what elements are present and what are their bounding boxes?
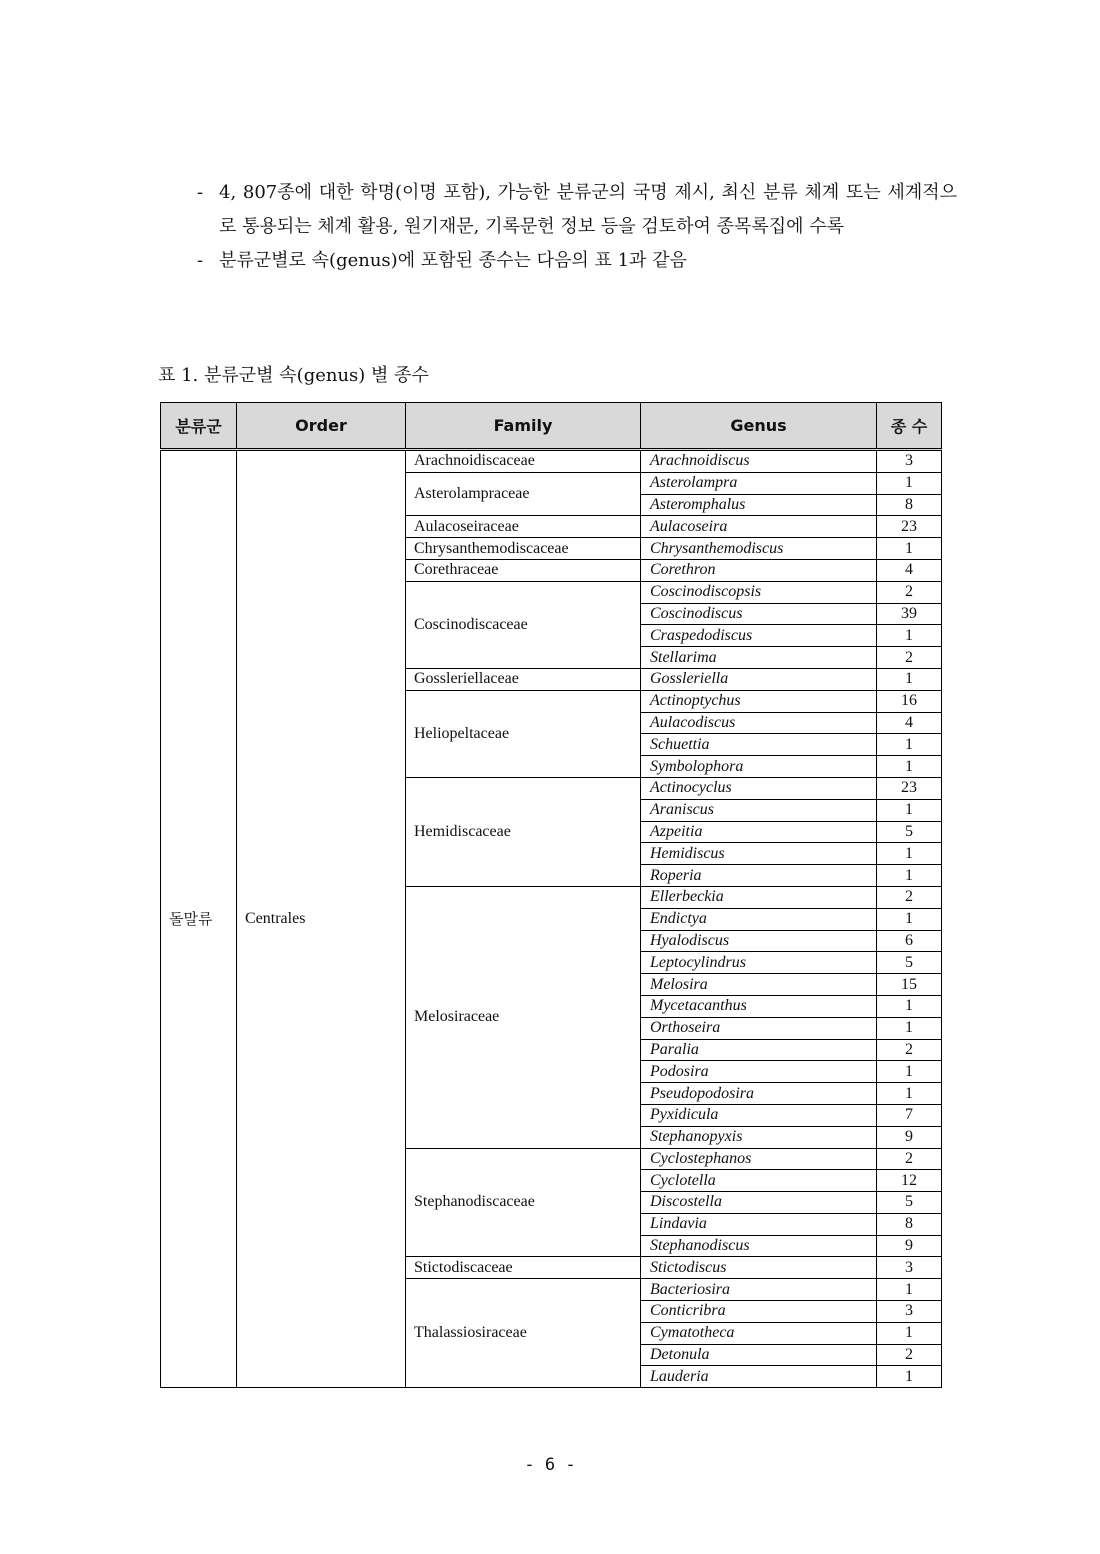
- species-count-cell: 5: [877, 821, 942, 843]
- genus-cell: Paralia: [641, 1039, 877, 1061]
- genus-cell: Cyclostephanos: [641, 1148, 877, 1170]
- genus-cell: Actinocyclus: [641, 777, 877, 799]
- species-count-cell: 9: [877, 1126, 942, 1148]
- family-cell: Stictodiscaceae: [406, 1257, 641, 1279]
- genus-cell: Arachnoidiscus: [641, 450, 877, 473]
- bullet-item: [197, 176, 957, 244]
- header-count: 종 수: [877, 403, 942, 450]
- species-count-cell: 1: [877, 1083, 942, 1105]
- genus-cell: Leptocylindrus: [641, 952, 877, 974]
- genus-cell: Lauderia: [641, 1366, 877, 1388]
- bullet-list: [197, 176, 957, 278]
- species-count-cell: 23: [877, 777, 942, 799]
- species-count-cell: 4: [877, 559, 942, 581]
- species-count-cell: 9: [877, 1235, 942, 1257]
- species-count-cell: 39: [877, 603, 942, 625]
- genus-cell: Gossleriella: [641, 668, 877, 690]
- genus-cell: Cyclotella: [641, 1170, 877, 1192]
- genus-cell: Aulacoseira: [641, 516, 877, 538]
- family-cell: Chrysanthemodiscaceae: [406, 538, 641, 560]
- species-count-cell: 12: [877, 1170, 942, 1192]
- genus-cell: Melosira: [641, 974, 877, 996]
- species-count-cell: 2: [877, 1344, 942, 1366]
- species-count-cell: 1: [877, 625, 942, 647]
- species-count-cell: 1: [877, 472, 942, 494]
- genus-cell: Stictodiscus: [641, 1257, 877, 1279]
- species-count-cell: 1: [877, 734, 942, 756]
- genus-cell: Pseudopodosira: [641, 1083, 877, 1105]
- genus-cell: Hemidiscus: [641, 843, 877, 865]
- table-header: [161, 403, 942, 450]
- family-cell: Corethraceae: [406, 559, 641, 581]
- genus-cell: Ellerbeckia: [641, 886, 877, 908]
- species-count-cell: 3: [877, 450, 942, 473]
- header-row: [161, 403, 942, 450]
- species-count-cell: 8: [877, 494, 942, 516]
- bullet-marker: -: [197, 250, 204, 271]
- family-cell: Hemidiscaceae: [406, 777, 641, 886]
- species-count-cell: 1: [877, 1061, 942, 1083]
- species-count-cell: 8: [877, 1213, 942, 1235]
- species-count-cell: 1: [877, 1322, 942, 1344]
- genus-cell: Stephanodiscus: [641, 1235, 877, 1257]
- genus-cell: Coscinodiscopsis: [641, 581, 877, 603]
- species-count-cell: 2: [877, 1039, 942, 1061]
- genus-cell: Asteromphalus: [641, 494, 877, 516]
- family-cell: Asterolampraceae: [406, 472, 641, 516]
- genus-cell: Aulacodiscus: [641, 712, 877, 734]
- family-cell: Arachnoidiscaceae: [406, 450, 641, 473]
- family-cell: Aulacoseiraceae: [406, 516, 641, 538]
- order-cell: Centrales: [237, 450, 406, 1388]
- species-count-cell: 1: [877, 995, 942, 1017]
- species-count-cell: 1: [877, 538, 942, 560]
- genus-cell: Stephanopyxis: [641, 1126, 877, 1148]
- species-count-cell: 5: [877, 952, 942, 974]
- genus-cell: Symbolophora: [641, 756, 877, 778]
- family-cell: Gossleriellaceae: [406, 668, 641, 690]
- header-family: Family: [406, 403, 641, 450]
- species-count-cell: 1: [877, 1279, 942, 1301]
- genus-cell: Schuettia: [641, 734, 877, 756]
- genus-cell: Mycetacanthus: [641, 995, 877, 1017]
- species-count-cell: 1: [877, 843, 942, 865]
- species-count-cell: 2: [877, 647, 942, 669]
- species-count-cell: 3: [877, 1257, 942, 1279]
- genus-cell: Hyalodiscus: [641, 930, 877, 952]
- group-cell: 돌말류: [161, 450, 237, 1388]
- bullet-text: 4, 807종에 대한 학명(이명 포함), 가능한 분류군의 국명 제시, 최신 분류 체계 또는 세계적으로 통용되는 체계 활용, 원기재문, 기록문헌 정보 등을 검토하여 종목록집에 수록: [219, 182, 957, 237]
- header-order: Order: [237, 403, 406, 450]
- table-row: [161, 450, 942, 473]
- genus-cell: Corethron: [641, 559, 877, 581]
- species-count-cell: 16: [877, 690, 942, 712]
- species-count-cell: 5: [877, 1192, 942, 1214]
- genus-cell: Detonula: [641, 1344, 877, 1366]
- species-count-cell: 1: [877, 799, 942, 821]
- genus-cell: Araniscus: [641, 799, 877, 821]
- genus-cell: Cymatotheca: [641, 1322, 877, 1344]
- species-count-cell: 23: [877, 516, 942, 538]
- genus-cell: Discostella: [641, 1192, 877, 1214]
- genus-cell: Chrysanthemodiscus: [641, 538, 877, 560]
- taxonomy-table: [160, 402, 942, 1388]
- family-cell: Stephanodiscaceae: [406, 1148, 641, 1257]
- species-count-cell: 1: [877, 756, 942, 778]
- species-count-cell: 1: [877, 908, 942, 930]
- species-count-cell: 1: [877, 668, 942, 690]
- species-count-cell: 1: [877, 865, 942, 887]
- genus-cell: Endictya: [641, 908, 877, 930]
- genus-cell: Podosira: [641, 1061, 877, 1083]
- genus-cell: Craspedodiscus: [641, 625, 877, 647]
- bullet-marker: -: [197, 182, 204, 203]
- header-group: 분류군: [161, 403, 237, 450]
- header-genus: Genus: [641, 403, 877, 450]
- species-count-cell: 1: [877, 1017, 942, 1039]
- species-count-cell: 2: [877, 581, 942, 603]
- family-cell: Coscinodiscaceae: [406, 581, 641, 668]
- genus-cell: Lindavia: [641, 1213, 877, 1235]
- genus-cell: Azpeitia: [641, 821, 877, 843]
- genus-cell: Actinoptychus: [641, 690, 877, 712]
- species-count-cell: 2: [877, 886, 942, 908]
- bullet-item: [197, 244, 957, 278]
- table-body: [161, 450, 942, 1388]
- bullet-text: 분류군별로 속(genus)에 포함된 종수는 다음의 표 1과 같음: [219, 250, 687, 271]
- family-cell: Thalassiosiraceae: [406, 1279, 641, 1388]
- species-count-cell: 4: [877, 712, 942, 734]
- genus-cell: Stellarima: [641, 647, 877, 669]
- family-cell: Melosiraceae: [406, 886, 641, 1148]
- genus-cell: Coscinodiscus: [641, 603, 877, 625]
- genus-cell: Conticribra: [641, 1301, 877, 1323]
- genus-cell: Roperia: [641, 865, 877, 887]
- genus-cell: Orthoseira: [641, 1017, 877, 1039]
- species-count-cell: 15: [877, 974, 942, 996]
- page-number: - 6 -: [524, 1455, 576, 1475]
- family-cell: Heliopeltaceae: [406, 690, 641, 777]
- species-count-cell: 2: [877, 1148, 942, 1170]
- species-count-cell: 3: [877, 1301, 942, 1323]
- genus-cell: Bacteriosira: [641, 1279, 877, 1301]
- table-caption: 표 1. 분류군별 속(genus) 별 종수: [158, 365, 429, 386]
- species-count-cell: 7: [877, 1104, 942, 1126]
- species-count-cell: 6: [877, 930, 942, 952]
- genus-cell: Asterolampra: [641, 472, 877, 494]
- genus-cell: Pyxidicula: [641, 1104, 877, 1126]
- species-count-cell: 1: [877, 1366, 942, 1388]
